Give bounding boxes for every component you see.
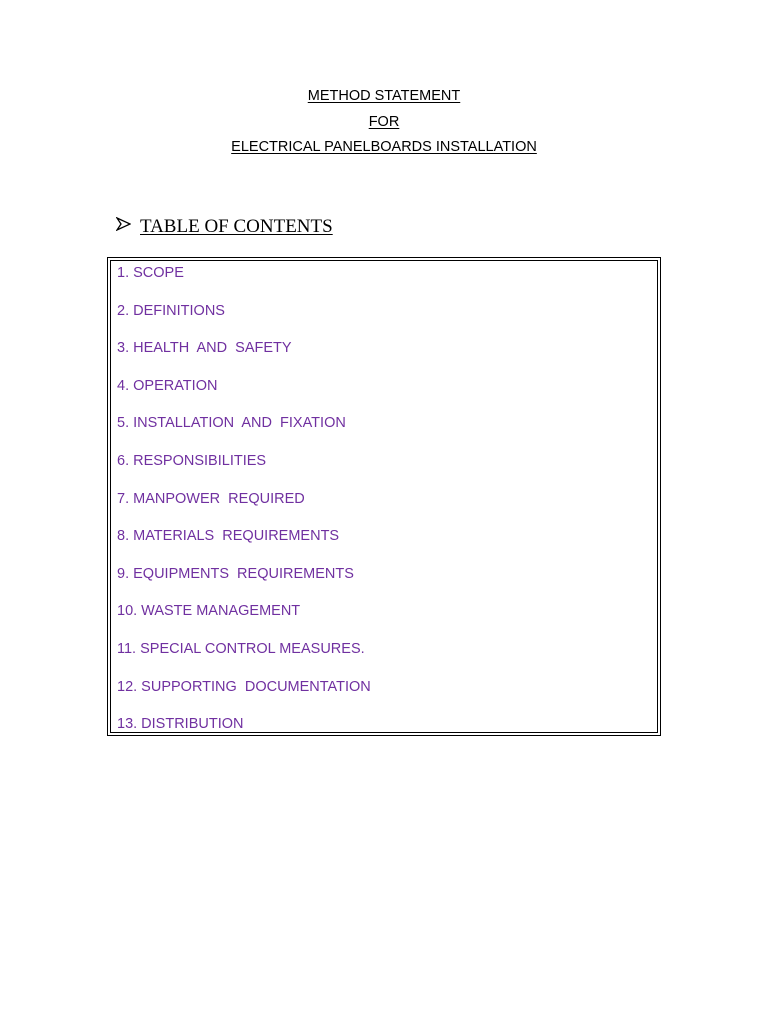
toc-heading [116,215,333,239]
toc-box [107,257,661,736]
toc-list [117,264,371,753]
toc-item[interactable]: 5. INSTALLATION AND FIXATION [117,415,346,432]
toc-item[interactable]: 9. EQUIPMENTS REQUIREMENTS [117,565,354,582]
toc-item[interactable]: 2. DEFINITIONS [117,302,225,319]
arrow-bullet-icon [116,215,132,239]
toc-item[interactable]: 8. MATERIALS REQUIREMENTS [117,528,340,545]
toc-box-inner [110,260,658,733]
document-title-line-2 [0,113,768,131]
toc-item[interactable]: 10. WASTE MANAGEMENT [117,603,301,620]
toc-item[interactable]: 6. RESPONSIBILITIES [117,452,267,469]
toc-heading-text: TABLE OF CONTENTS [140,216,333,237]
document-title-text-2: FOR [368,114,400,130]
document-title-text-1: METHOD STATEMENT [307,88,461,104]
toc-item[interactable]: 1. SCOPE [117,265,184,281]
toc-item[interactable]: 4. OPERATION [117,377,218,394]
arrow-bullet-icon-graphic [116,217,131,231]
document-title-line-3 [0,138,768,156]
document-title-text-3: ELECTRICAL PANELBOARDS INSTALLATION [231,139,537,155]
toc-item[interactable]: 13. DISTRIBUTION [117,716,244,733]
document-title-line-1 [0,87,768,105]
toc-item[interactable]: 3. HEALTH AND SAFETY [117,340,292,357]
toc-item[interactable]: 7. MANPOWER REQUIRED [117,490,305,507]
toc-item[interactable]: 12. SUPPORTING DOCUMENTATION [117,678,371,695]
toc-item[interactable]: 11. SPECIAL CONTROL MEASURES. [117,640,365,657]
